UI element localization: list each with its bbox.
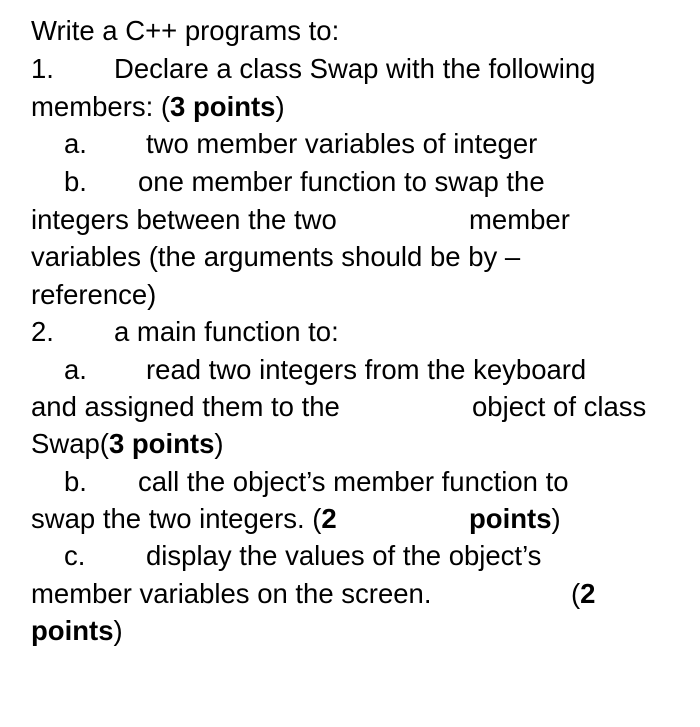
item-1b-text-3: variables (the arguments should be by – <box>31 241 521 272</box>
item-1a-text: two member variables of integer <box>146 128 538 159</box>
item-2b-text-1: call the object’s member function to <box>138 466 569 497</box>
bold-points: 3 points <box>170 91 276 122</box>
item-2b-line-1 <box>0 463 569 501</box>
bold-points: 2 <box>321 503 337 534</box>
item-1b-text-4: reference) <box>31 279 157 310</box>
item-1b-line-1 <box>0 163 545 201</box>
item-2a-points: Swap(3 points) <box>31 428 224 459</box>
item-2c-text-2-right: (2 <box>571 578 596 609</box>
item-2c-text-2-left: member variables on the screen. <box>31 578 432 609</box>
bold-points: points <box>469 503 552 534</box>
item-1b-text-2-left: integers between the two <box>31 204 337 235</box>
item-2c-line-1 <box>0 537 542 575</box>
item-1-points: members: (3 points) <box>31 91 285 122</box>
item-1-line-1 <box>0 50 596 88</box>
heading-line <box>0 12 340 50</box>
item-2a-line-1 <box>0 351 587 389</box>
item-1-number: 1. <box>31 53 54 84</box>
item-2c-line-2 <box>0 575 596 613</box>
heading: Write a C++ programs to: <box>31 15 340 46</box>
item-2-number: 2. <box>31 316 54 347</box>
item-2b-text-2-right: points) <box>469 503 561 534</box>
bold-points: points <box>31 615 114 646</box>
item-1a-label: a. <box>64 128 87 159</box>
item-2c-label: c. <box>64 540 86 571</box>
item-2b-text-2-left: swap the two integers. (2 <box>31 503 337 534</box>
bold-points: 3 points <box>108 428 215 459</box>
item-2-line-1 <box>0 313 339 351</box>
item-2a-line-2 <box>0 388 647 426</box>
item-1-text: Declare a class Swap with the following <box>114 53 596 84</box>
item-2a-line-3 <box>0 425 224 463</box>
item-1b-line-4 <box>0 276 157 314</box>
item-2a-text-2-left: and assigned them to the <box>31 391 340 422</box>
item-1b-label: b. <box>64 166 87 197</box>
item-2c-line-3 <box>0 612 123 650</box>
item-2b-line-2 <box>0 500 561 538</box>
item-1b-line-2 <box>0 201 570 239</box>
item-2-text: a main function to: <box>114 316 339 347</box>
item-2b-label: b. <box>64 466 87 497</box>
item-1-line-2 <box>0 88 285 126</box>
item-1b-text-1: one member function to swap the <box>138 166 545 197</box>
item-1b-text-2-right: member <box>469 204 570 235</box>
bold-points: 2 <box>580 578 596 609</box>
item-2a-text-2-right: object of class <box>472 391 647 422</box>
item-2c-text-1: display the values of the object’s <box>146 540 542 571</box>
item-2c-points: points) <box>31 615 123 646</box>
item-2a-text-1: read two integers from the keyboard <box>146 354 587 385</box>
item-2a-label: a. <box>64 354 87 385</box>
item-1b-line-3 <box>0 238 521 276</box>
item-1a-line-1 <box>0 125 538 163</box>
